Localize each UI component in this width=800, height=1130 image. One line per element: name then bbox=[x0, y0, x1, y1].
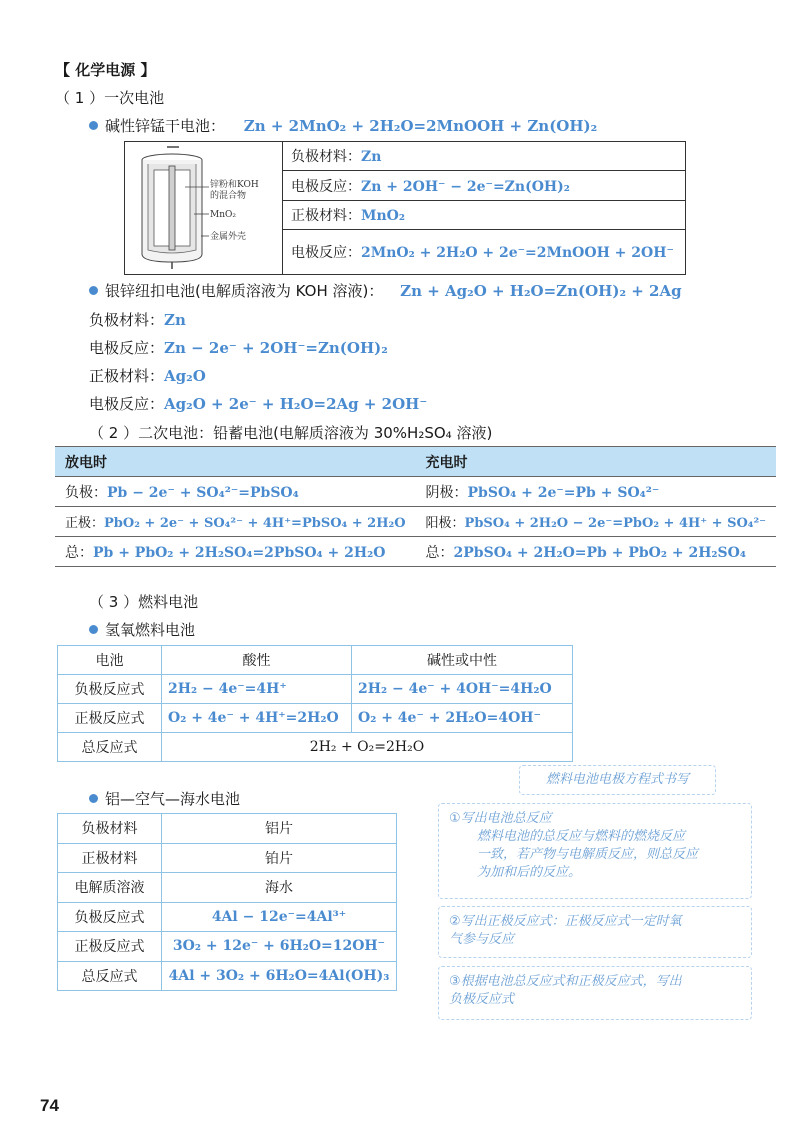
fuel-cell-title: （ 3 ）燃料电池 bbox=[89, 593, 199, 611]
lead-acid-cell: 正极：PbO₂ + 2e⁻ + SO₄²⁻ + 4H⁺=PbSO₄ + 2H₂O bbox=[55, 507, 416, 537]
header-charge: 充电时 bbox=[416, 447, 777, 477]
header-discharge: 放电时 bbox=[55, 447, 416, 477]
row-label: 负极材料 bbox=[58, 814, 162, 844]
silver-zinc-label: 银锌纽扣电池(电解质溶液为 KOH 溶液)： bbox=[105, 282, 384, 300]
silver-zinc-row: 正极材料：Ag₂O bbox=[89, 367, 206, 385]
diagram-label-mixture: 的混合物 bbox=[210, 191, 247, 201]
aluminium-battery-line bbox=[89, 789, 240, 809]
note-step-1-title: ①写出电池总反应 bbox=[449, 811, 552, 826]
hydrogen-fuel-cell-label: 氢氧燃料电池 bbox=[105, 621, 196, 639]
acid-equation: O₂ + 4e⁻ + 4H⁺=2H₂O bbox=[162, 704, 352, 733]
row-label: 负极反应式 bbox=[58, 902, 162, 932]
row-value: 海水 bbox=[162, 873, 397, 903]
silver-zinc-row: 电极反应：Ag₂O + 2e⁻ + H₂O=2Ag + 2OH⁻ bbox=[89, 395, 428, 413]
table-header: 碱性或中性 bbox=[352, 646, 573, 675]
row-label: 总反应式 bbox=[58, 961, 162, 991]
primary-battery-title: （ 1 ）一次电池 bbox=[55, 89, 165, 107]
battery-diagram bbox=[125, 142, 281, 274]
row-value: 4Al − 12e⁻=4Al³⁺ bbox=[162, 902, 397, 932]
row-label: 电解质溶液 bbox=[58, 873, 162, 903]
note-step-1-line: 一致，若产物与电解质反应，则总反应 bbox=[477, 847, 699, 862]
row-label: 正极反应式 bbox=[58, 704, 162, 733]
total-equation: 2H₂ + O₂=2H₂O bbox=[162, 733, 573, 762]
alkaline-row: 正极材料：MnO₂ bbox=[283, 200, 686, 229]
diagram-label-mno2: MnO₂ bbox=[210, 210, 236, 220]
alkaline-battery-label: 碱性锌锰干电池： bbox=[105, 117, 226, 135]
lead-acid-cell: 总：Pb + PbO₂ + 2H₂SO₄=2PbSO₄ + 2H₂O bbox=[55, 537, 416, 567]
bullet-icon bbox=[89, 286, 98, 295]
alkaline-row: 电极反应：2MnO₂ + 2H₂O + 2e⁻=2MnOOH + 2OH⁻ bbox=[283, 230, 686, 275]
row-label: 正极反应式 bbox=[58, 932, 162, 962]
note-step-2-line: ②写出正极反应式：正极反应式一定时氧 bbox=[449, 914, 682, 929]
alkaline-battery-table bbox=[124, 141, 686, 275]
aluminium-battery-table bbox=[57, 813, 397, 991]
base-equation: 2H₂ − 4e⁻ + 4OH⁻=4H₂O bbox=[352, 675, 573, 704]
row-label: 负极反应式 bbox=[58, 675, 162, 704]
base-equation: O₂ + 4e⁻ + 2H₂O=4OH⁻ bbox=[352, 704, 573, 733]
note-step-1-line: 为加和后的反应。 bbox=[477, 865, 582, 880]
silver-zinc-battery-line bbox=[89, 281, 682, 301]
diagram-label-metal-shell: 金属外壳 bbox=[210, 232, 247, 242]
bullet-icon bbox=[89, 121, 98, 130]
acid-equation: 2H₂ − 4e⁻=4H⁺ bbox=[162, 675, 352, 704]
lead-acid-cell: 总：2PbSO₄ + 2H₂O=Pb + PbO₂ + 2H₂SO₄ bbox=[416, 537, 777, 567]
section-title: 【 化学电源 】 bbox=[55, 61, 156, 79]
alkaline-row: 电极反应：Zn + 2OH⁻ − 2e⁻=Zn(OH)₂ bbox=[283, 171, 686, 200]
note-step-3 bbox=[438, 966, 752, 1020]
table-header: 酸性 bbox=[162, 646, 352, 675]
row-label: 正极材料 bbox=[58, 843, 162, 873]
note-step-1-line: 燃料电池的总反应与燃料的燃烧反应 bbox=[477, 829, 686, 844]
row-value: 3O₂ + 12e⁻ + 6H₂O=12OH⁻ bbox=[162, 932, 397, 962]
table-header: 电池 bbox=[58, 646, 162, 675]
secondary-battery-title: （ 2 ）二次电池：铅蓄电池(电解质溶液为 30%H₂SO₄ 溶液) bbox=[89, 424, 493, 442]
row-value: 4Al + 3O₂ + 6H₂O=4Al(OH)₃ bbox=[162, 961, 397, 991]
lead-acid-table bbox=[55, 446, 776, 567]
battery-diagram-cell bbox=[125, 142, 283, 275]
note-step-2-line: 气参与反应 bbox=[449, 932, 515, 947]
notes-title: 燃料电池电极方程式书写 bbox=[545, 772, 689, 787]
note-step-1 bbox=[438, 803, 752, 899]
row-label: 总反应式 bbox=[58, 733, 162, 762]
note-step-3-line: 负极反应式 bbox=[449, 992, 515, 1007]
alkaline-row: 负极材料：Zn bbox=[283, 142, 686, 171]
lead-acid-cell: 阴极：PbSO₄ + 2e⁻=Pb + SO₄²⁻ bbox=[416, 477, 777, 507]
alkaline-battery-line bbox=[89, 116, 597, 136]
lead-acid-cell: 阳极：PbSO₄ + 2H₂O − 2e⁻=PbO₂ + 4H⁺ + SO₄²⁻ bbox=[416, 507, 777, 537]
note-step-2 bbox=[438, 906, 752, 958]
aluminium-battery-label: 铝—空气—海水电池 bbox=[105, 790, 241, 808]
hydrogen-fuel-cell-table bbox=[57, 645, 573, 762]
bullet-icon bbox=[89, 794, 98, 803]
silver-zinc-row: 负极材料：Zn bbox=[89, 311, 186, 329]
silver-zinc-equation: Zn + Ag₂O + H₂O=Zn(OH)₂ + 2Ag bbox=[400, 282, 682, 300]
notes-title-box bbox=[519, 765, 716, 795]
lead-acid-cell: 负极：Pb − 2e⁻ + SO₄²⁻=PbSO₄ bbox=[55, 477, 416, 507]
silver-zinc-row: 电极反应：Zn − 2e⁻ + 2OH⁻=Zn(OH)₂ bbox=[89, 339, 388, 357]
page-number: 74 bbox=[40, 1096, 59, 1115]
hydrogen-fuel-cell-line bbox=[89, 620, 195, 640]
row-value: 铂片 bbox=[162, 843, 397, 873]
note-step-3-line: ③根据电池总反应式和正极反应式，写出 bbox=[449, 974, 682, 989]
bullet-icon bbox=[89, 625, 98, 634]
row-value: 铝片 bbox=[162, 814, 397, 844]
alkaline-battery-equation: Zn + 2MnO₂ + 2H₂O=2MnOOH + Zn(OH)₂ bbox=[243, 117, 598, 135]
diagram-label-zinc-powder: 锌粉和KOH bbox=[210, 180, 259, 190]
